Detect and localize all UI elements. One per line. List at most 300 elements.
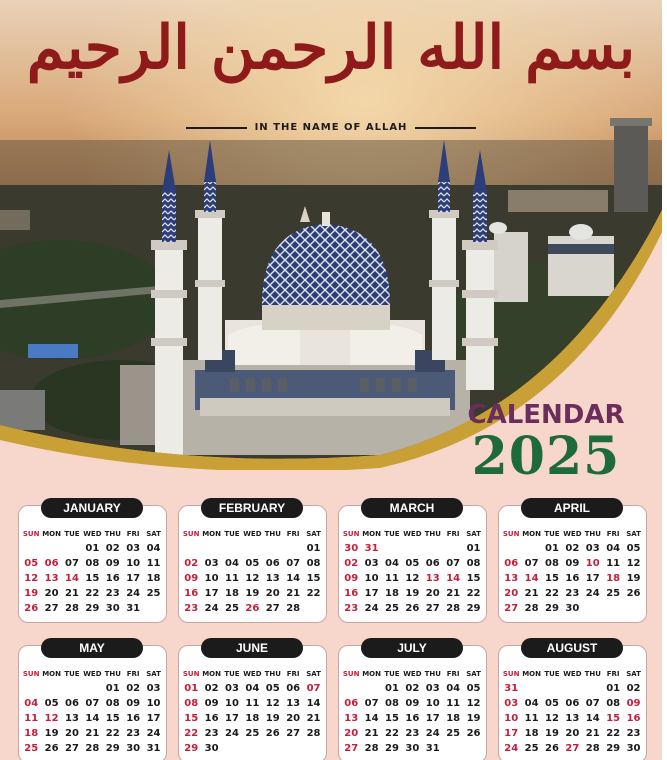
week-row <box>181 681 324 696</box>
day-cell: 30 <box>405 743 420 754</box>
day-cell: 21 <box>306 713 321 724</box>
day-cell: 27 <box>65 743 79 754</box>
day-cell: 23 <box>405 728 420 739</box>
day-cell: 23 <box>126 728 141 739</box>
day-cell: 19 <box>265 713 280 724</box>
weekday-header-row <box>21 526 164 541</box>
day-cell: 11 <box>524 713 539 724</box>
weekday-label: WED <box>403 669 422 678</box>
day-cell: 31 <box>364 543 379 554</box>
day-cell: 24 <box>126 588 141 599</box>
day-cell: 15 <box>85 573 100 584</box>
day-cell: 16 <box>626 713 641 724</box>
day-cell: 19 <box>24 588 39 599</box>
day-cell: 08 <box>545 558 559 569</box>
day-cell: 24 <box>425 728 440 739</box>
week-row <box>21 601 164 616</box>
weekday-label: TUE <box>64 529 80 538</box>
day-cell: 03 <box>425 683 440 694</box>
day-cell: 18 <box>606 573 621 584</box>
day-cell: 29 <box>385 743 399 754</box>
day-cell: 20 <box>565 728 580 739</box>
weekday-label: MON <box>42 529 61 538</box>
day-cell: 22 <box>606 728 621 739</box>
weekday-label: MON <box>362 529 381 538</box>
day-cell: 25 <box>146 588 161 599</box>
day-cell: 23 <box>344 603 359 614</box>
day-cell: 19 <box>545 728 559 739</box>
day-cell: 09 <box>565 558 580 569</box>
day-cell: 26 <box>265 728 280 739</box>
day-cell: 07 <box>446 558 461 569</box>
weekday-label: THU <box>104 669 121 678</box>
day-cell: 01 <box>466 543 481 554</box>
weekday-header-row <box>181 526 324 541</box>
day-cell: 05 <box>265 683 280 694</box>
day-cell: 24 <box>225 728 239 739</box>
day-cell: 25 <box>446 728 461 739</box>
weekday-label: TUE <box>64 669 80 678</box>
day-cell: 02 <box>184 558 199 569</box>
week-row <box>341 711 484 726</box>
day-cell: 08 <box>85 558 100 569</box>
day-cell: 21 <box>286 588 301 599</box>
weekday-label: FRI <box>286 529 300 538</box>
weekday-label: MON <box>362 669 381 678</box>
weekday-label: FRI <box>446 529 460 538</box>
day-cell: 10 <box>204 573 219 584</box>
month-grid <box>341 526 484 616</box>
day-cell: 30 <box>105 603 120 614</box>
month-grid <box>21 526 164 616</box>
week-row <box>501 571 644 586</box>
weekday-label: SUN <box>502 669 520 678</box>
day-cell: 30 <box>626 743 641 754</box>
day-cell: 18 <box>385 588 399 599</box>
weekday-label: THU <box>584 529 601 538</box>
day-cell: 13 <box>44 573 59 584</box>
weekday-label: MON <box>522 669 541 678</box>
day-cell: 13 <box>265 573 280 584</box>
day-cell: 20 <box>504 588 519 599</box>
day-cell: 14 <box>85 713 100 724</box>
week-row <box>501 541 644 556</box>
day-cell: 27 <box>44 603 59 614</box>
day-cell: 01 <box>545 543 559 554</box>
day-cell: 02 <box>204 683 219 694</box>
weekday-header-row <box>341 666 484 681</box>
day-cell: 20 <box>265 588 280 599</box>
day-cell: 14 <box>364 713 379 724</box>
weekday-header-row <box>181 666 324 681</box>
weekday-label: SAT <box>146 669 161 678</box>
day-cell: 02 <box>405 683 420 694</box>
day-cell: 15 <box>184 713 199 724</box>
weekday-label: SAT <box>466 529 481 538</box>
day-cell: 18 <box>24 728 39 739</box>
day-cell: 03 <box>204 558 219 569</box>
day-cell: 20 <box>286 713 301 724</box>
week-row <box>181 601 324 616</box>
weekday-label: SAT <box>626 669 641 678</box>
day-cell: 07 <box>585 698 600 709</box>
day-cell: 13 <box>344 713 359 724</box>
day-cell: 23 <box>105 588 120 599</box>
day-cell: 24 <box>204 603 219 614</box>
day-cell: 13 <box>425 573 440 584</box>
day-cell: 24 <box>146 728 161 739</box>
day-cell: 04 <box>24 698 39 709</box>
day-cell: 25 <box>524 743 539 754</box>
weekday-label: FRI <box>606 529 620 538</box>
weekday-label: WED <box>563 529 582 538</box>
weekday-label: FRI <box>286 669 300 678</box>
calendar-title: CALENDAR <box>467 400 625 430</box>
day-cell: 17 <box>425 713 440 724</box>
day-cell: 03 <box>225 683 239 694</box>
week-row <box>21 726 164 741</box>
week-row <box>501 601 644 616</box>
week-row <box>341 541 484 556</box>
day-cell: 08 <box>466 558 481 569</box>
day-cell: 05 <box>466 683 481 694</box>
day-cell: 16 <box>184 588 199 599</box>
month-name: JUNE <box>201 638 303 658</box>
day-cell: 23 <box>565 588 580 599</box>
day-cell: 01 <box>184 683 199 694</box>
day-cell: 20 <box>44 588 59 599</box>
day-cell: 26 <box>466 728 481 739</box>
day-cell: 04 <box>606 543 621 554</box>
week-row <box>21 696 164 711</box>
day-cell: 22 <box>385 728 399 739</box>
day-cell: 12 <box>466 698 481 709</box>
day-cell: 26 <box>24 603 39 614</box>
day-cell: 02 <box>126 683 141 694</box>
day-cell: 09 <box>405 698 420 709</box>
day-cell: 14 <box>306 698 321 709</box>
day-cell: 29 <box>466 603 481 614</box>
day-cell: 22 <box>545 588 559 599</box>
day-cell: 25 <box>606 588 621 599</box>
weekday-label: SUN <box>22 669 40 678</box>
day-cell: 16 <box>204 713 219 724</box>
day-cell: 08 <box>385 698 399 709</box>
day-cell: 23 <box>204 728 219 739</box>
day-cell: 25 <box>245 728 260 739</box>
day-cell: 06 <box>344 698 359 709</box>
month-name: AUGUST <box>521 638 623 658</box>
day-cell: 12 <box>24 573 39 584</box>
weekday-label: SAT <box>626 529 641 538</box>
week-row <box>501 711 644 726</box>
day-cell: 15 <box>545 573 559 584</box>
day-cell: 11 <box>245 698 260 709</box>
week-row <box>21 741 164 756</box>
day-cell: 26 <box>405 603 420 614</box>
weekday-label: FRI <box>446 669 460 678</box>
week-row <box>341 696 484 711</box>
subtitle-text: IN THE NAME OF ALLAH <box>254 122 408 133</box>
day-cell: 28 <box>306 728 321 739</box>
day-cell: 06 <box>44 558 59 569</box>
day-cell: 31 <box>504 683 519 694</box>
weekday-label: SUN <box>182 669 200 678</box>
weekday-label: WED <box>243 529 262 538</box>
weekday-label: SUN <box>22 529 40 538</box>
day-cell: 08 <box>184 698 199 709</box>
day-cell: 09 <box>344 573 359 584</box>
weekday-label: SAT <box>466 669 481 678</box>
week-row <box>501 586 644 601</box>
day-cell: 05 <box>545 698 559 709</box>
day-cell: 06 <box>425 558 440 569</box>
day-cell: 30 <box>204 743 219 754</box>
day-cell: 05 <box>405 558 420 569</box>
day-cell: 20 <box>344 728 359 739</box>
day-cell: 06 <box>286 683 301 694</box>
day-cell: 08 <box>105 698 120 709</box>
day-cell: 02 <box>344 558 359 569</box>
day-cell: 20 <box>425 588 440 599</box>
day-cell: 17 <box>585 573 600 584</box>
week-row <box>501 726 644 741</box>
day-cell: 06 <box>565 698 580 709</box>
month-card-february <box>178 501 327 623</box>
week-row <box>181 726 324 741</box>
day-cell: 28 <box>524 603 539 614</box>
day-cell: 14 <box>446 573 461 584</box>
day-cell: 09 <box>184 573 199 584</box>
day-cell: 16 <box>105 573 120 584</box>
day-cell: 05 <box>24 558 39 569</box>
day-cell: 15 <box>385 713 399 724</box>
day-cell: 27 <box>286 728 301 739</box>
weekday-label: MON <box>42 669 61 678</box>
month-name: MARCH <box>361 498 463 518</box>
month-card-march <box>338 501 487 623</box>
weekday-label: WED <box>563 669 582 678</box>
day-cell: 27 <box>425 603 440 614</box>
day-cell: 06 <box>65 698 79 709</box>
subtitle-line <box>186 122 476 133</box>
day-cell: 10 <box>225 698 239 709</box>
week-row <box>341 741 484 756</box>
week-row <box>341 586 484 601</box>
weekday-label: MON <box>202 529 221 538</box>
month-grid <box>501 666 644 756</box>
day-cell: 28 <box>364 743 379 754</box>
day-cell: 17 <box>225 713 239 724</box>
day-cell: 14 <box>286 573 301 584</box>
month-card-january <box>18 501 167 623</box>
week-row <box>501 696 644 711</box>
day-cell: 09 <box>126 698 141 709</box>
right-rule <box>415 127 476 129</box>
day-cell: 01 <box>105 683 120 694</box>
week-row <box>341 571 484 586</box>
weekday-label: TUE <box>384 529 400 538</box>
day-cell: 04 <box>245 683 260 694</box>
day-cell: 07 <box>85 698 100 709</box>
day-cell: 03 <box>585 543 600 554</box>
day-cell: 30 <box>344 543 359 554</box>
day-cell: 11 <box>446 698 461 709</box>
week-row <box>501 681 644 696</box>
day-cell: 10 <box>425 698 440 709</box>
day-cell: 01 <box>85 543 100 554</box>
day-cell: 27 <box>265 603 280 614</box>
month-name: FEBRUARY <box>201 498 303 518</box>
day-cell: 20 <box>65 728 79 739</box>
day-cell: 14 <box>65 573 79 584</box>
day-cell: 01 <box>606 683 621 694</box>
day-cell: 19 <box>405 588 420 599</box>
week-row <box>181 741 324 756</box>
weekday-label: TUE <box>544 669 560 678</box>
day-cell: 14 <box>524 573 539 584</box>
calendar-year: 2025 <box>471 426 621 487</box>
day-cell: 28 <box>286 603 301 614</box>
day-cell: 12 <box>405 573 420 584</box>
week-row <box>341 556 484 571</box>
month-grid <box>501 526 644 616</box>
month-card-july <box>338 641 487 760</box>
day-cell: 17 <box>504 728 519 739</box>
day-cell: 13 <box>565 713 580 724</box>
day-cell: 26 <box>245 603 260 614</box>
month-card-may <box>18 641 167 760</box>
day-cell: 11 <box>146 558 161 569</box>
day-cell: 16 <box>405 713 420 724</box>
weekday-label: MON <box>202 669 221 678</box>
day-cell: 12 <box>44 713 59 724</box>
day-cell: 04 <box>524 698 539 709</box>
day-cell: 12 <box>265 698 280 709</box>
day-cell: 21 <box>364 728 379 739</box>
day-cell: 27 <box>344 743 359 754</box>
weekday-label: SAT <box>146 529 161 538</box>
day-cell: 07 <box>65 558 79 569</box>
day-cell: 21 <box>85 728 100 739</box>
weekday-label: WED <box>83 529 102 538</box>
day-cell: 29 <box>105 743 120 754</box>
day-cell: 16 <box>565 573 580 584</box>
day-cell: 12 <box>626 558 641 569</box>
day-cell: 17 <box>364 588 379 599</box>
day-cell: 22 <box>306 588 321 599</box>
day-cell: 07 <box>364 698 379 709</box>
day-cell: 18 <box>245 713 260 724</box>
day-cell: 17 <box>126 573 141 584</box>
week-row <box>181 586 324 601</box>
day-cell: 24 <box>364 603 379 614</box>
day-cell: 21 <box>524 588 539 599</box>
day-cell: 14 <box>585 713 600 724</box>
day-cell: 04 <box>446 683 461 694</box>
month-grid <box>21 666 164 756</box>
day-cell: 19 <box>245 588 260 599</box>
day-cell: 31 <box>126 603 141 614</box>
day-cell: 18 <box>225 588 239 599</box>
weekday-label: SAT <box>306 529 321 538</box>
day-cell: 19 <box>466 713 481 724</box>
month-card-april <box>498 501 647 623</box>
day-cell: 10 <box>364 573 379 584</box>
day-cell: 10 <box>504 713 519 724</box>
day-cell: 21 <box>585 728 600 739</box>
day-cell: 05 <box>245 558 260 569</box>
day-cell: 03 <box>126 543 141 554</box>
day-cell: 31 <box>146 743 161 754</box>
weekday-label: FRI <box>126 669 140 678</box>
day-cell: 26 <box>44 743 59 754</box>
day-cell: 16 <box>344 588 359 599</box>
month-name: MAY <box>41 638 143 658</box>
day-cell: 11 <box>24 713 39 724</box>
day-cell: 13 <box>65 713 79 724</box>
day-cell: 18 <box>524 728 539 739</box>
day-cell: 04 <box>146 543 161 554</box>
weekday-label: FRI <box>606 669 620 678</box>
day-cell: 13 <box>286 698 301 709</box>
day-cell: 23 <box>626 728 641 739</box>
day-cell: 03 <box>504 698 519 709</box>
weekday-label: TUE <box>224 669 240 678</box>
day-cell: 12 <box>545 713 559 724</box>
day-cell: 08 <box>306 558 321 569</box>
day-cell: 21 <box>65 588 79 599</box>
day-cell: 10 <box>585 558 600 569</box>
week-row <box>341 681 484 696</box>
day-cell: 15 <box>105 713 120 724</box>
day-cell: 12 <box>245 573 260 584</box>
week-row <box>181 696 324 711</box>
day-cell: 22 <box>184 728 199 739</box>
day-cell: 29 <box>85 603 100 614</box>
week-row <box>181 541 324 556</box>
day-cell: 29 <box>545 603 559 614</box>
day-cell: 18 <box>146 573 161 584</box>
day-cell: 21 <box>446 588 461 599</box>
day-cell: 10 <box>126 558 141 569</box>
day-cell: 26 <box>545 743 559 754</box>
day-cell: 24 <box>585 588 600 599</box>
week-row <box>21 556 164 571</box>
day-cell: 06 <box>504 558 519 569</box>
day-cell: 03 <box>146 683 161 694</box>
month-grid <box>181 666 324 756</box>
weekday-label: THU <box>424 529 441 538</box>
day-cell: 11 <box>385 573 399 584</box>
weekday-header-row <box>501 666 644 681</box>
day-cell: 15 <box>466 573 481 584</box>
day-cell: 07 <box>306 683 321 694</box>
day-cell: 26 <box>626 588 641 599</box>
day-cell: 17 <box>146 713 161 724</box>
day-cell: 05 <box>44 698 59 709</box>
day-cell: 27 <box>504 603 519 614</box>
month-card-august <box>498 641 647 760</box>
day-cell: 07 <box>286 558 301 569</box>
weekday-label: SUN <box>342 529 360 538</box>
day-cell: 28 <box>85 743 100 754</box>
day-cell: 22 <box>105 728 120 739</box>
weekday-label: SUN <box>502 529 520 538</box>
day-cell: 29 <box>606 743 621 754</box>
day-cell: 02 <box>565 543 580 554</box>
day-cell: 29 <box>184 743 199 754</box>
